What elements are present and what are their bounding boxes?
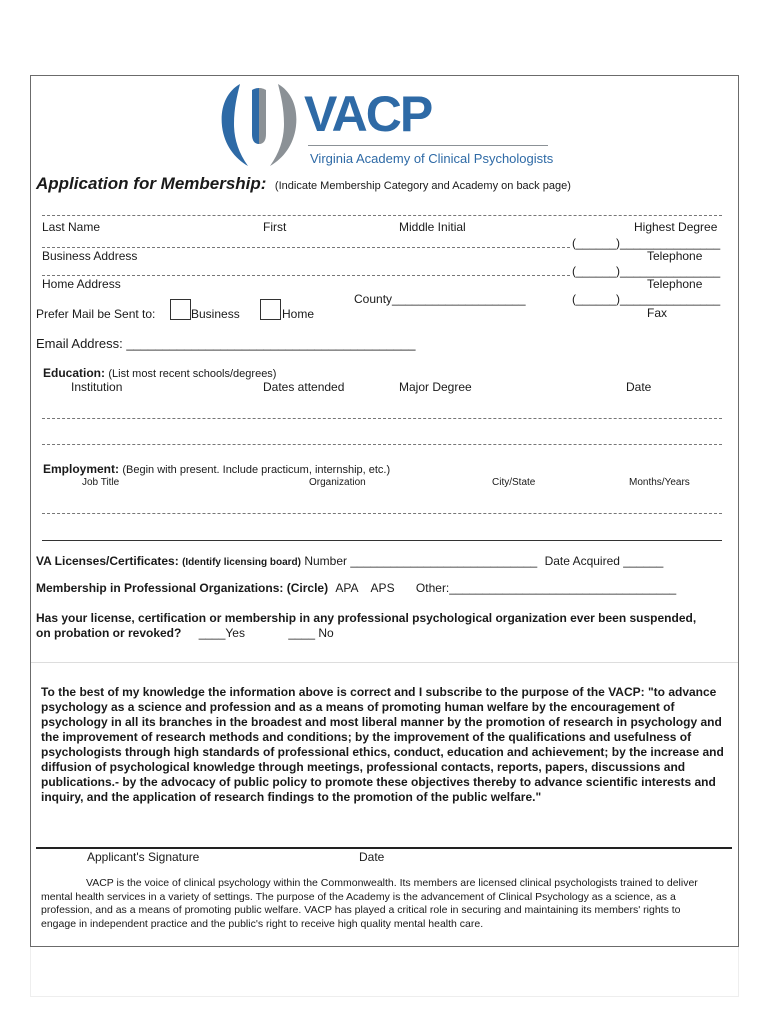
logo-wordmark (304, 86, 431, 142)
application-title (36, 174, 571, 194)
business-phone-blank: (______)_______________ (572, 236, 721, 250)
license-number-field[interactable]: Number ____________________________ (304, 554, 538, 568)
memberships-other-field[interactable]: Other:__________________________________ (415, 581, 677, 595)
vacp-logo-mark (218, 78, 300, 170)
business-telephone-label: Telephone (647, 249, 703, 263)
memberships-row (36, 581, 676, 595)
education-col-institution: Institution (71, 380, 123, 394)
memberships-circle: (Circle) (286, 581, 329, 595)
licenses-label: VA Licenses/Certificates: (36, 554, 179, 568)
signature-date-label: Date (359, 850, 385, 864)
employment-col-months: Months/Years (629, 477, 690, 488)
suspension-yes[interactable]: ____Yes (198, 626, 245, 640)
vacp-logo (218, 78, 558, 170)
home-option-label: Home (282, 307, 315, 321)
education-col-date: Date (626, 380, 652, 394)
logo-divider (308, 145, 548, 146)
licenses-row (36, 554, 663, 568)
employment-note: (Begin with present. Include practicum, internship, etc.) (122, 464, 391, 476)
middle-initial-label: Middle Initial (399, 220, 466, 234)
form-border (30, 75, 739, 947)
fax-label: Fax (647, 306, 668, 320)
name-line (42, 215, 722, 216)
education-line-1[interactable] (42, 418, 722, 419)
home-telephone-label: Telephone (647, 277, 703, 291)
employment-line-2[interactable] (42, 540, 722, 541)
suspension-no[interactable]: ____ No (288, 626, 334, 640)
section-divider (31, 662, 738, 663)
education-heading (43, 366, 276, 380)
employment-line-1[interactable] (42, 513, 722, 514)
education-col-degree: Major Degree (399, 380, 472, 394)
home-phone-blank: (______)_______________ (572, 264, 721, 278)
memberships-label: Membership in Professional Organizations: (36, 581, 284, 595)
fax-blank[interactable]: (______)_______________ (572, 292, 721, 306)
education-title: Education: (43, 366, 105, 380)
page-bottom-border (30, 947, 739, 997)
declaration-text: To the best of my knowledge the information above is correct and I subscribe to the purpose of the VACP: "to advance psychology as a science and profession and as a means of promoting human welfare by the encouragement of psychology in all its branches in the broadest and most liberal manner by the promotion of research in psychology and the improvement of research methods and conditions; by the improvement of the qualifications and usefulness of psychologists through high standards of professional ethics, conduct, education and achievement; by the increase and diffusion of psychological knowledge through meetings, professional contacts, reports, papers, discussions and publications.- by the advocacy of public policy to promote these objectives thereby to advance scientific interests and inquiry, and the application of research findings to the promotion of the public welfare." (41, 685, 724, 804)
memberships-options[interactable]: APA APS (335, 581, 395, 595)
employment-col-org: Organization (309, 477, 366, 488)
employment-col-city: City/State (492, 477, 536, 488)
signature-line[interactable] (36, 847, 732, 849)
logo-subtitle: Virginia Academy of Clinical Psychologists (310, 151, 554, 166)
education-note: (List most recent schools/degrees) (108, 368, 277, 380)
suspension-question: Has your license, certification or membership in any professional psychological organization ever been suspended, (36, 611, 697, 625)
home-checkbox[interactable] (260, 299, 281, 320)
business-option-label: Business (191, 307, 240, 321)
home-address-line (42, 275, 570, 276)
licenses-note: (Identify licensing board) (182, 557, 301, 568)
county-field[interactable]: County____________________ (354, 292, 526, 306)
home-address-label: Home Address (42, 277, 121, 291)
employment-col-job: Job Title (82, 477, 120, 488)
employment-heading (43, 462, 390, 476)
education-line-2[interactable] (42, 444, 722, 445)
license-date-field[interactable]: Date Acquired ______ (544, 554, 664, 568)
highest-degree-label: Highest Degree (634, 220, 718, 234)
first-name-label: First (263, 220, 287, 234)
education-col-dates: Dates attended (263, 380, 345, 394)
suspension-row (36, 626, 334, 640)
business-address-line (42, 247, 570, 248)
applicant-signature-label: Applicant's Signature (87, 850, 200, 864)
last-name-label: Last Name (42, 220, 101, 234)
business-checkbox[interactable] (170, 299, 191, 320)
suspension-question-2: on probation or revoked? (36, 626, 182, 640)
page-title: Application for Membership: (36, 174, 267, 193)
footer-text (41, 877, 717, 931)
footer-body: VACP is the voice of clinical psychology within the Commonwealth. Its members are licensed clinical psychologists trained to deliver mental health services in a variety of settings. The purpose of the Academy is the advancement of Clinical Psychology as a science, as a profession, and as a means of promoting public welfare. VACP has played a critical role in securing and maintaining its members' rights to engage in independent practice and the public's right to receive high quality mental health care. (41, 877, 698, 930)
prefer-mail-label: Prefer Mail be Sent to: (36, 307, 156, 321)
logo-name: VACP (304, 86, 432, 142)
title-note: (Indicate Membership Category and Academy on back page) (274, 180, 571, 192)
employment-title: Employment: (43, 462, 120, 476)
email-field[interactable]: Email Address: ________________________________________ (36, 336, 416, 351)
business-address-label: Business Address (42, 249, 138, 263)
